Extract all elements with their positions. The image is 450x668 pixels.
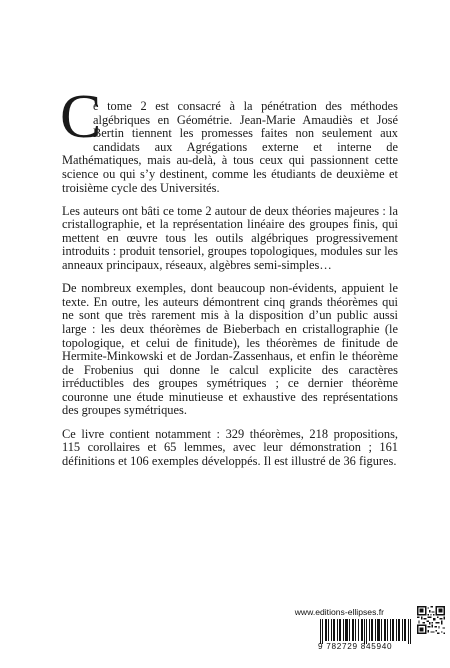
isbn-number: 9 782729 845940 bbox=[318, 642, 393, 651]
back-cover-text bbox=[60, 83, 398, 478]
drop-cap: C bbox=[60, 83, 102, 151]
barcode-icon bbox=[320, 619, 415, 644]
publisher-website[interactable]: www.editions-ellipses.fr bbox=[294, 607, 384, 617]
qr-code-icon[interactable] bbox=[417, 606, 445, 634]
intro-paragraph-text: e tome 2 est consacré à la pénétration des méthodes algébriques en Géométrie. Jean-Marie Amaudiès et José Bertin tiennent les promesses faites non seulement aux candidats aux Agrégations externe et interne de Mathématiques, mais au-delà, à tous ceux qui passionnent cette science ou qui s’y destinent, comme les étudiants de deuxième et troisième cycle des Universités. bbox=[62, 99, 398, 195]
intro-paragraph bbox=[60, 83, 398, 195]
themes-paragraph: Les auteurs ont bâti ce tome 2 autour de deux théories majeures : la cristallographie, et la représentation linéaire des groupes finis, qui mettent en œuvre tous les outils algébriques progressivement introduits : produit tensoriel, groupes topologiques, modules sur les anneaux principaux, réseaux, algèbres semi-simples… bbox=[62, 203, 398, 273]
theorems-paragraph: De nombreux exemples, dont beaucoup non-évidents, appuient le texte. En outre, les auteurs démontrent cinq grands théorèmes qui ne sont que très rarement mis à la disposition d’un public aussi large : les deux théorèmes de Bieberbach en cristallographie (le topologique, et celui de finitude), les théorèmes de finitude de Hermite-Minkowski et de Jordan-Zassenhaus, et enfin le théorème de Frobenius qui donne le calcul explicite des caractères irréductibles des groupes symétriques ; ce dernier théorème couronne une étude minutieuse et exhaustive des représentations des groupes symétriques. bbox=[62, 281, 398, 418]
contents-paragraph: Ce livre contient notamment : 329 théorèmes, 218 propositions, 115 corollaires et 65 lemmes, avec leur démonstration ; 161 définitions et 106 exemples développés. Il est illustré de 36 figures. bbox=[62, 426, 398, 468]
